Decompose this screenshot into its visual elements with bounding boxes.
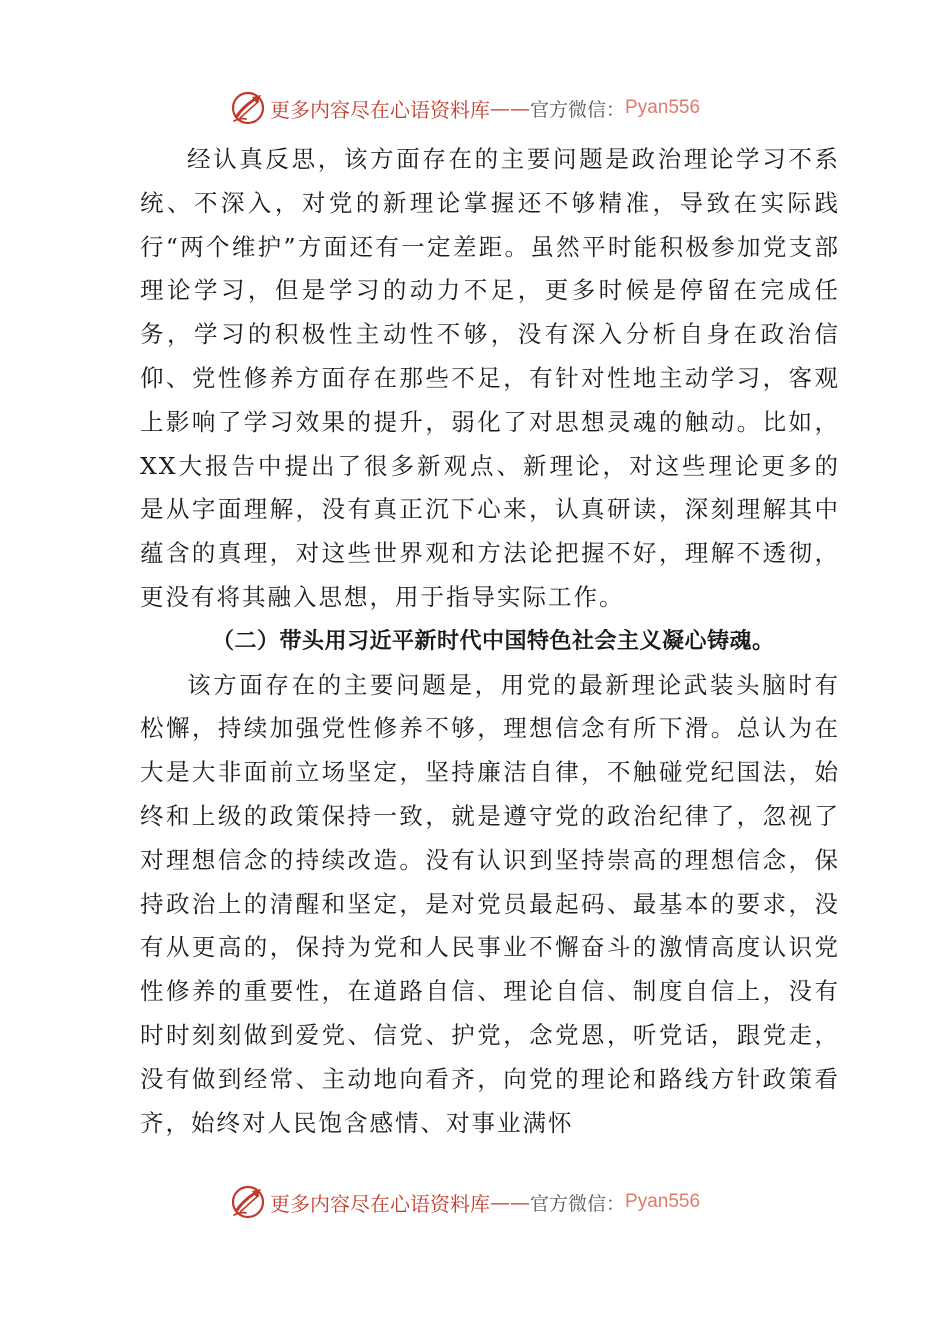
pen-logo-icon: [228, 1182, 268, 1222]
watermark-dash: ——: [490, 1190, 530, 1214]
section-heading-2: （二）带头用习近平新时代中国特色社会主义凝心铸魂。: [212, 628, 775, 654]
watermark-header: [228, 88, 728, 128]
pen-logo-icon: [228, 88, 268, 128]
watermark-id-text: Pyan556: [625, 1191, 701, 1212]
watermark-main-text: 更多内容尽在心语资料库: [270, 1191, 490, 1216]
paragraph-2: 该方面存在的主要问题是，用党的最新理论武装头脑时有松懈，持续加强党性修养不够，理想信念有所下滑。总认为在大是大非面前立场坚定，坚持廉洁自律，不触碰党纪国法，始终和上级的政策保持一致，就是遵守党的政治纪律了，忽视了对理想信念的持续改造。没有认识到坚持崇高的理想信念，保持政治上的清醒和坚定，是对党员最起码、最基本的要求，没有从更高的，保持为党和人民事业不懈奋斗的激情高度认识党性修养的重要性，在道路自信、理论自信、制度自信上，没有时时刻刻做到爱党、信党、护党，念党恩，听党话，跟党走，没有做到经常、主动地向看齐，向党的理论和路线方针政策看齐，始终对人民饱含感情、对事业满怀: [140, 670, 840, 1137]
watermark-sub-text: 官方微信：: [530, 1192, 626, 1215]
watermark-footer: [228, 1182, 728, 1222]
watermark-id-text: Pyan556: [625, 97, 701, 118]
watermark-main-text: 更多内容尽在心语资料库: [270, 97, 490, 122]
watermark-sub-text: 官方微信：: [530, 98, 626, 121]
document-body: [140, 138, 840, 1145]
watermark-dash: ——: [490, 96, 530, 120]
paragraph-1: 经认真反思，该方面存在的主要问题是政治理论学习不系统、不深入，对党的新理论掌握还不够精准，导致在实际践行“两个维护”方面还有一定差距。虽然平时能积极参加党支部理论学习，但是学习的动力不足，更多时候是停留在完成任务，学习的积极性主动性不够，没有深入分析自身在政治信仰、党性修养方面存在那些不足，有针对性地主动学习，客观上影响了学习效果的提升，弱化了对思想灵魂的触动。比如，XX大报告中提出了很多新观点、新理论，对这些理论更多的是从字面理解，没有真正沉下心来，认真研读，深刻理解其中蕴含的真理，对这些世界观和方法论把握不好，理解不透彻，更没有将其融入思想，用于指导实际工作。: [140, 145, 840, 611]
